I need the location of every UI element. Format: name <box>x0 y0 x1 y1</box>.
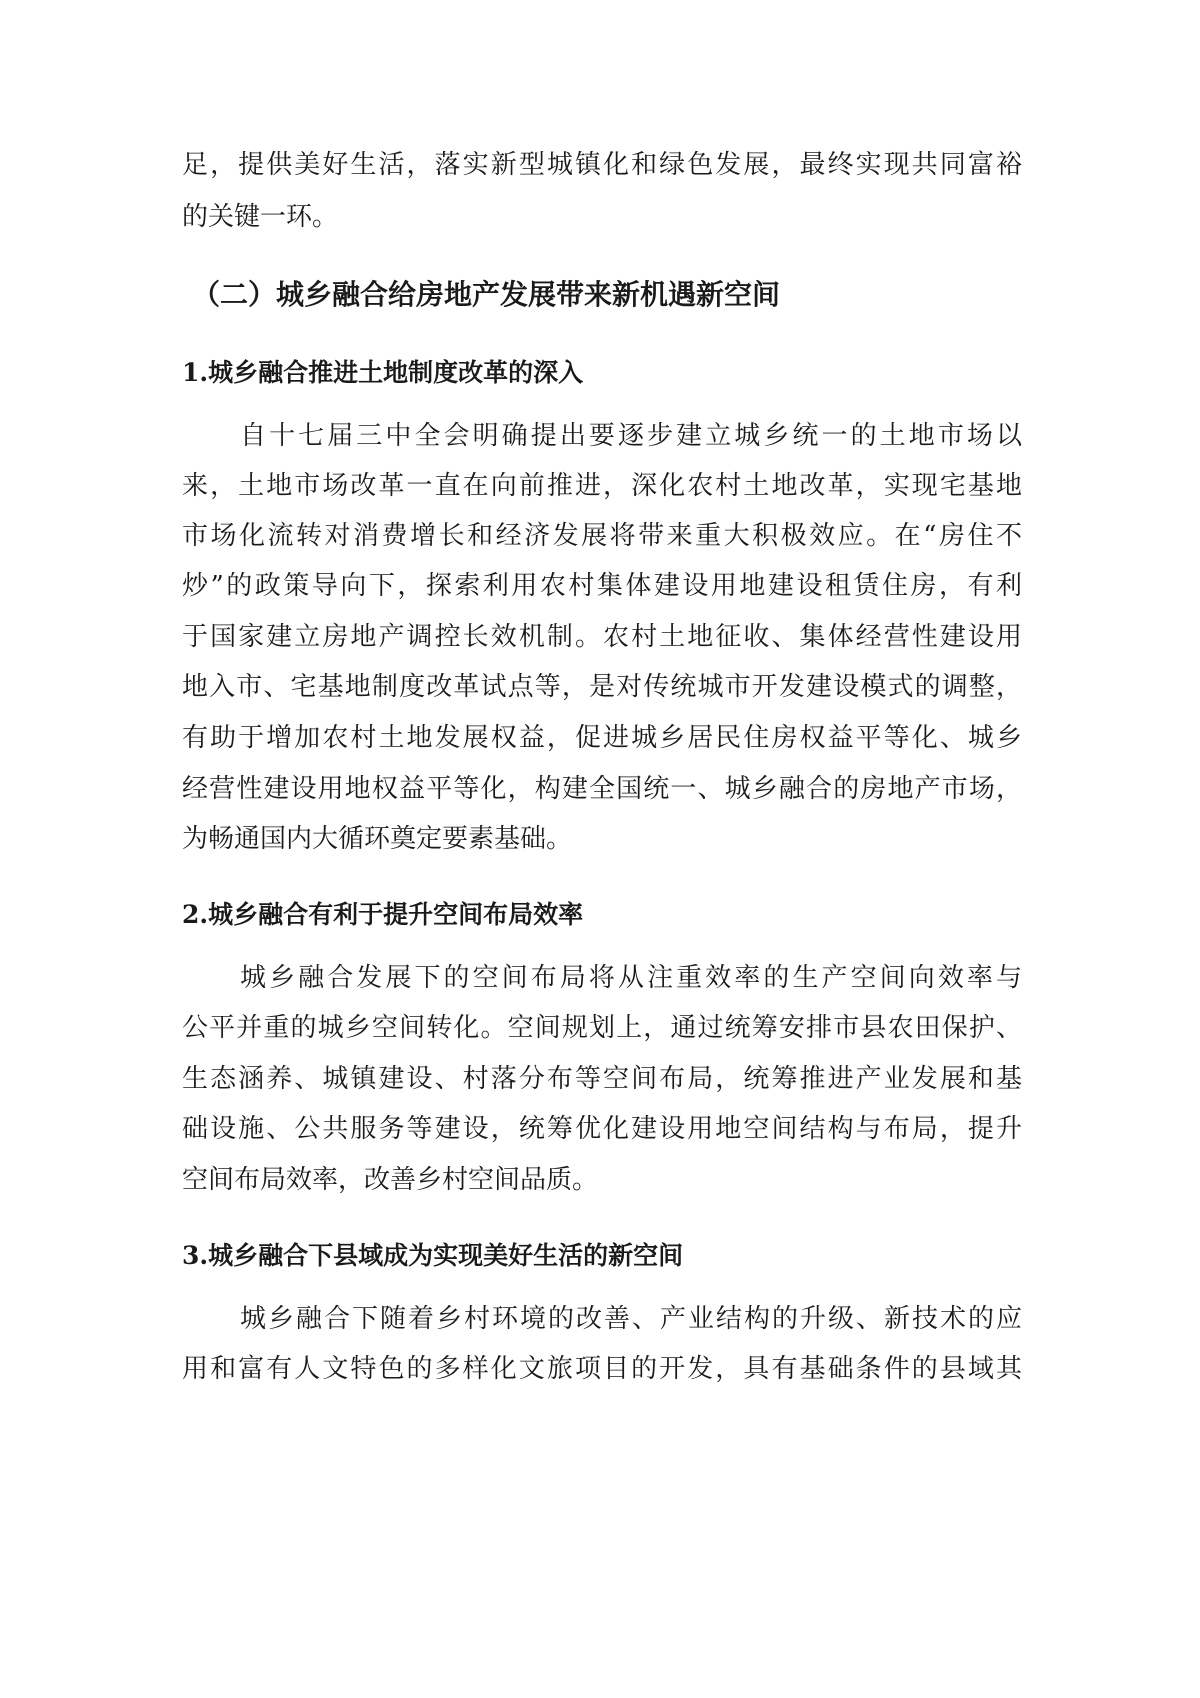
paragraph-line: 城乡融合发展下的空间布局将从注重效率的生产空间向效率与 <box>240 963 1022 993</box>
paragraph-line: 市场化流转对消费增长和经济发展将带来重大积极效应。在“房住不 <box>182 521 1022 551</box>
paragraph-line: 生态涵养、城镇建设、村落分布等空间布局，统筹推进产业发展和基 <box>182 1064 1022 1094</box>
paragraph-line: 有助于增加农村土地发展权益，促进城乡居民住房权益平等化、城乡 <box>182 723 1022 753</box>
paragraph-line: 自十七届三中全会明确提出要逐步建立城乡统一的土地市场以 <box>240 421 1022 451</box>
paragraph-line: 于国家建立房地产调控长效机制。农村土地征收、集体经营性建设用 <box>182 622 1022 652</box>
paragraph-line: 为畅通国内大循环奠定要素基础。 <box>182 824 573 854</box>
paragraph-line: 础设施、公共服务等建设，统筹优化建设用地空间结构与布局，提升 <box>182 1114 1022 1144</box>
paragraph-line: 用和富有人文特色的多样化文旅项目的开发，具有基础条件的县域其 <box>182 1354 1022 1384</box>
section-heading: （二）城乡融合给房地产发展带来新机遇新空间 <box>192 278 781 311</box>
paragraph-line: 空间布局效率，改善乡村空间品质。 <box>182 1165 599 1195</box>
subsection-heading: 2.城乡融合有利于提升空间布局效率 <box>182 900 584 929</box>
subsection-heading: 3.城乡融合下县域成为实现美好生活的新空间 <box>182 1241 684 1270</box>
paragraph-line: 城乡融合下随着乡村环境的改善、产业结构的升级、新技术的应 <box>240 1304 1022 1334</box>
paragraph-line: 公平并重的城乡空间转化。空间规划上，通过统筹安排市县农田保护、 <box>182 1013 1022 1043</box>
paragraph-line: 炒”的政策导向下，探索利用农村集体建设用地建设租赁住房，有利 <box>182 571 1022 601</box>
paragraph-line: 足，提供美好生活，落实新型城镇化和绿色发展，最终实现共同富裕 <box>182 150 1022 180</box>
paragraph-line: 经营性建设用地权益平等化，构建全国统一、城乡融合的房地产市场， <box>182 774 1022 804</box>
paragraph-line: 来，土地市场改革一直在向前推进，深化农村土地改革，实现宅基地 <box>182 471 1022 501</box>
subsection-heading: 1.城乡融合推进土地制度改革的深入 <box>182 358 584 387</box>
paragraph-line: 地入市、宅基地制度改革试点等，是对传统城市开发建设模式的调整， <box>182 672 1022 702</box>
paragraph-line: 的关键一环。 <box>182 202 339 232</box>
